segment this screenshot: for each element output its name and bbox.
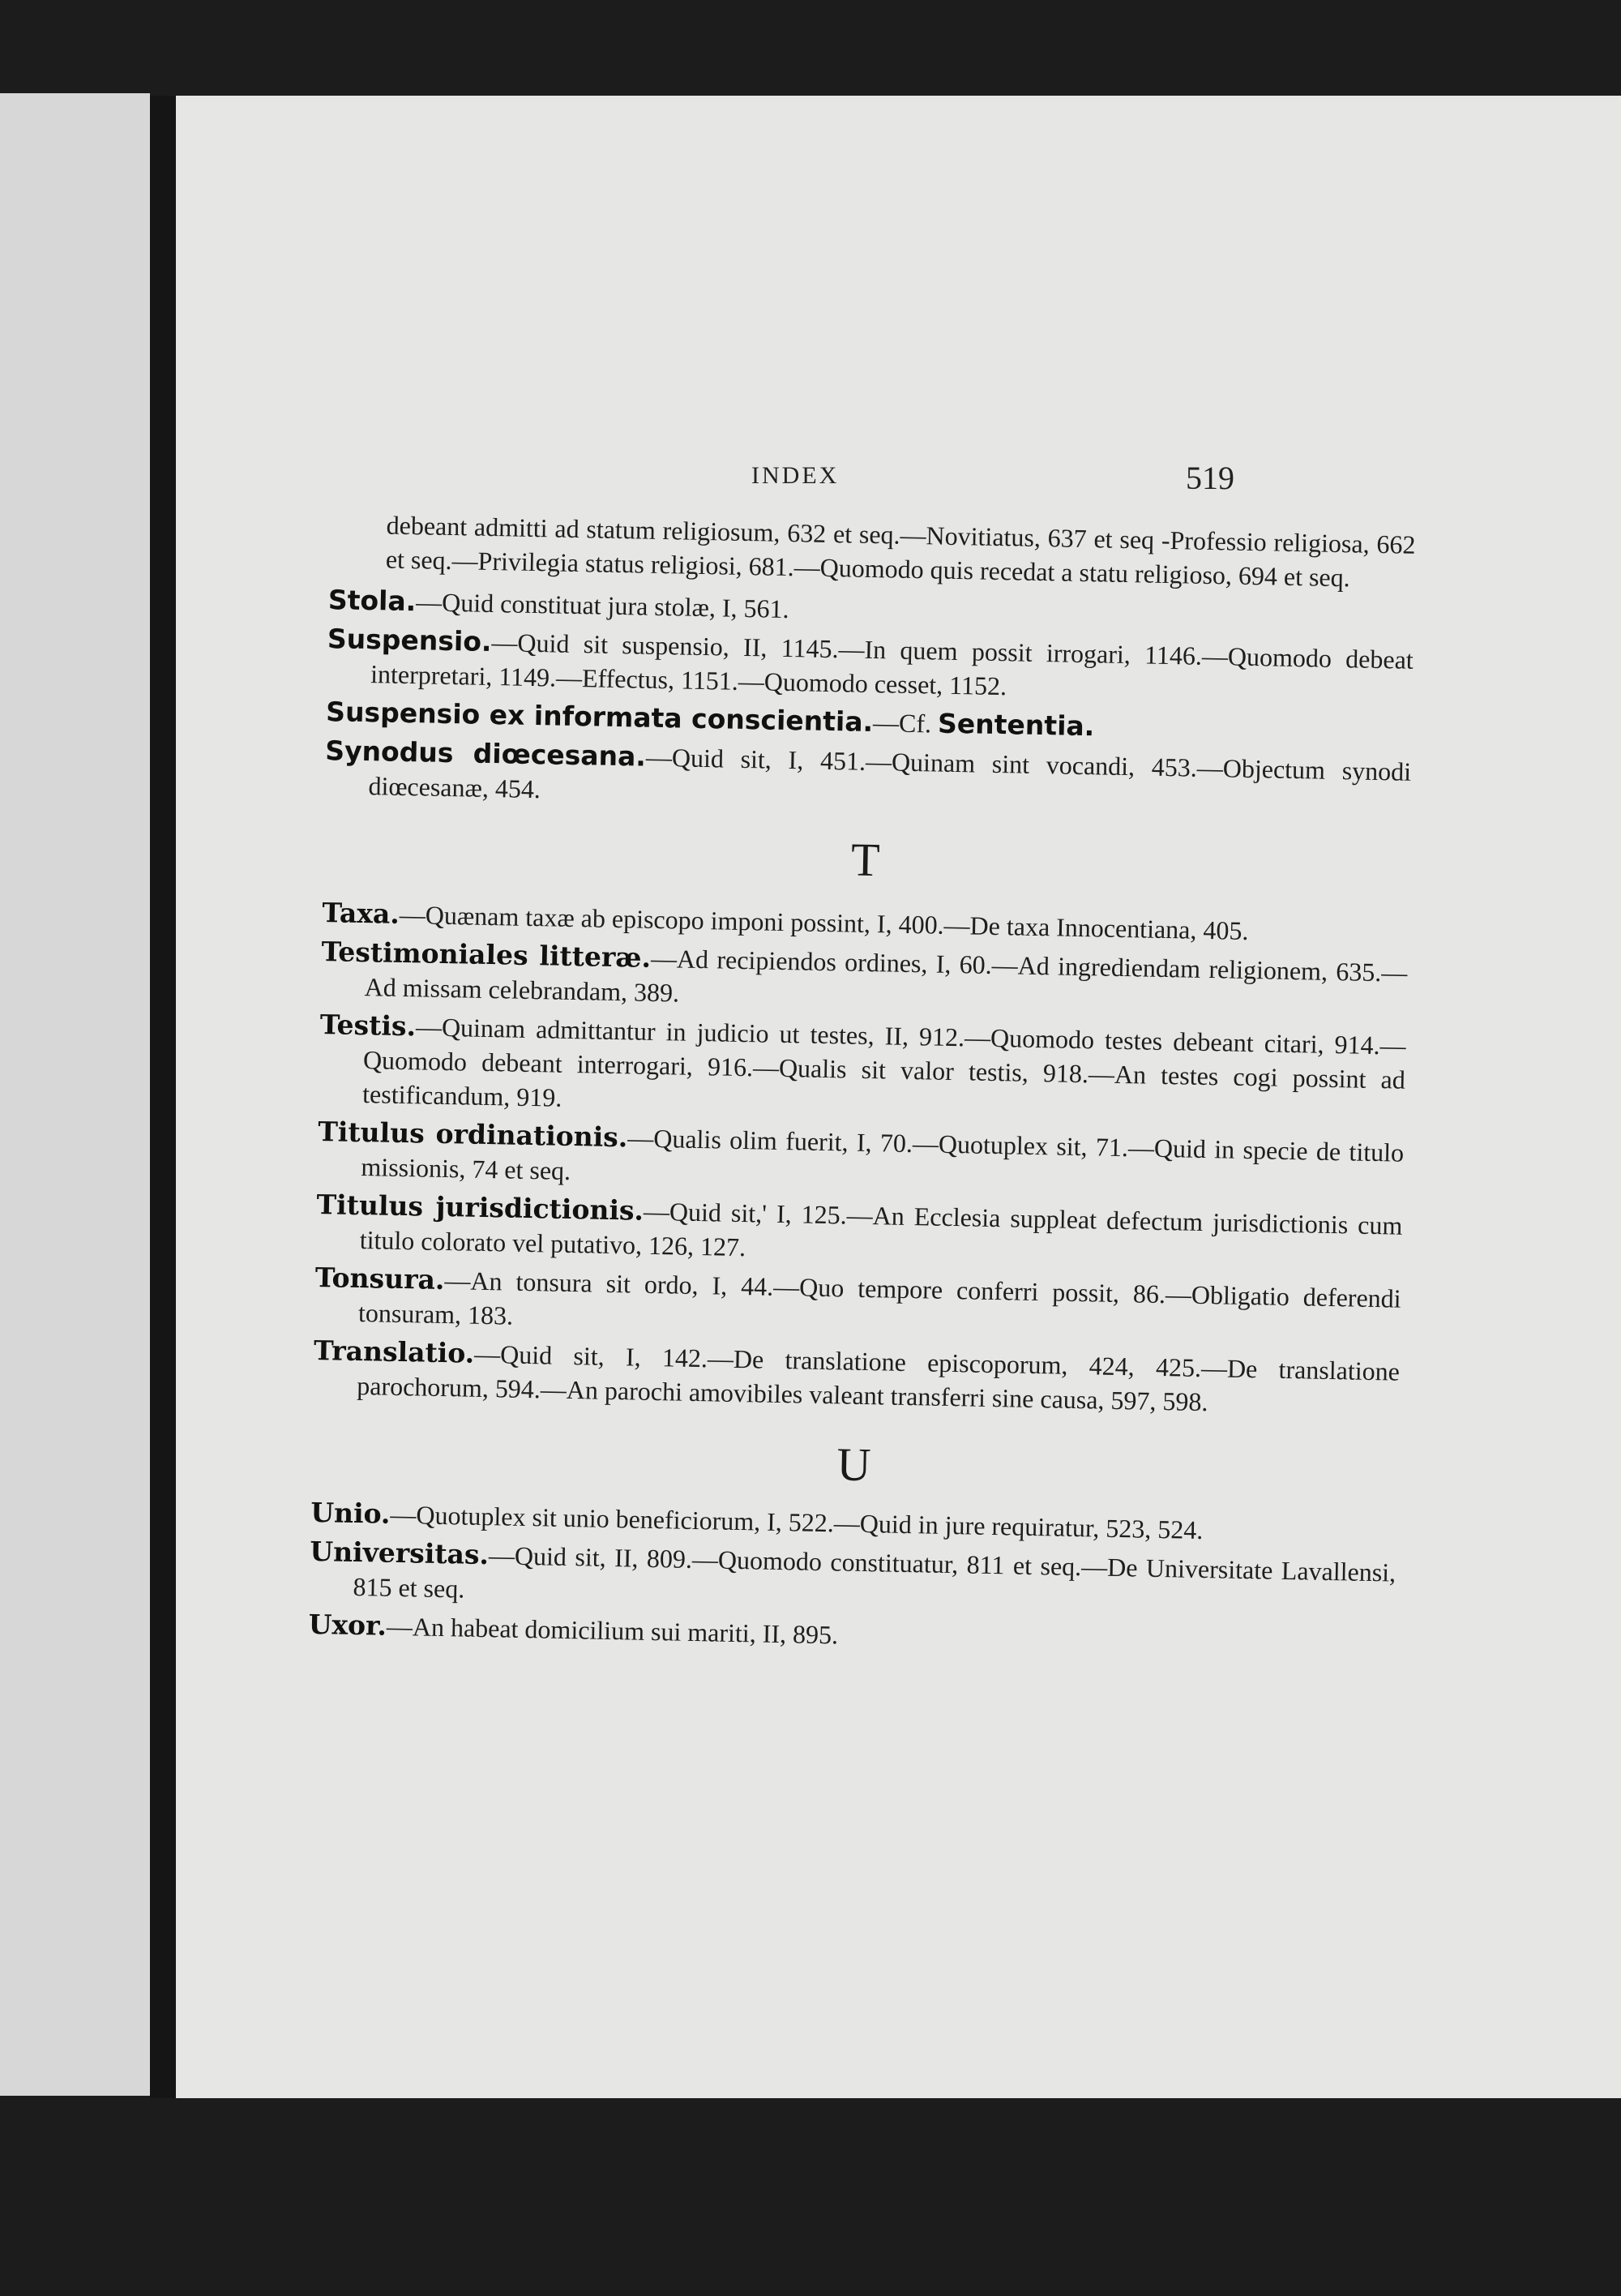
running-head — [176, 462, 1621, 511]
index-text — [308, 507, 1416, 1667]
entry-body: —Quid sit, II, 809.—Quomodo constituatur, 811 et seq.—De Universitate Lavallensi, 815 et seq. — [353, 1540, 1396, 1604]
entry-headword: Suspensio. — [327, 623, 492, 658]
entry-body: —Quid sit, I, 142.—De translatione episcoporum, 424, 425.—De translatione parochorum, 594.—An parochi amovibiles valeant transferri sine causa, 597, 598. — [356, 1339, 1401, 1417]
entry-body: —An habeat domicilium sui mariti, II, 895. — [386, 1611, 839, 1650]
entry-body: —Quid sit,' I, 125.—An Ecclesia suppleat defectum jurisdictionis cum titulo colorato vel putativo, 126, 127. — [359, 1196, 1403, 1262]
entry-headword: Testimoniales litteræ. — [321, 936, 652, 974]
entry-body: —Quid sit, I, 451.—Quinam sint vocandi, 453.—Objectum synodi diœcesanæ, 454. — [368, 742, 1412, 804]
entry-body: —Quid sit suspensio, II, 1145.—In quem possit irrogari, 1146.—Quomodo debeat interpretari, 1149.—Effectus, 1151.—Quomodo cesset, 1152. — [370, 627, 1414, 701]
section-letter-u: U — [836, 1437, 874, 1492]
entry-body: —Quænam taxæ ab episcopo imponi possint, I, 400.—De taxa Innocentiana, 405. — [399, 899, 1249, 945]
entry-headword: Translatio. — [313, 1334, 475, 1369]
entry-body: —An tonsura sit ordo, I, 44.—Quo tempore conferri possit, 86.—Obligatio deferendi tonsuram, 183. — [357, 1266, 1401, 1330]
entry-headword: Universitas. — [310, 1535, 490, 1571]
entry-headword: Tonsura. — [314, 1261, 445, 1296]
entry-headword: Testis. — [319, 1009, 417, 1043]
entry-headword: Titulus jurisdictionis. — [316, 1188, 644, 1227]
entry-body: —Qualis olim fuerit, I, 70.—Quotuplex sit, 71.—Quid in specie de titulo missionis, 74 et seq. — [361, 1123, 1405, 1185]
entry-body: —Quid constituat jura stolæ, I, 561. — [415, 587, 789, 624]
entry-headword: Stola. — [327, 584, 417, 618]
adjacent-page-edge — [0, 93, 150, 2096]
entry-headword: Suspensio ex informata conscientia. — [325, 696, 874, 739]
entry-headword: Taxa. — [322, 897, 400, 930]
entry-body: —Quinam admittantur in judicio ut testes, II, 912.—Quomodo testes debeant citari, 914.—Quomodo debeant interrogari, 916.—Qualis sit valor testis, 918.—An testes cogi possint ad testificandum, 919. — [361, 1012, 1406, 1112]
entry-headword: Unio. — [310, 1496, 391, 1530]
page-gutter-shadow — [150, 96, 176, 2098]
index-entry — [313, 1334, 1400, 1423]
entry-headword: Synodus diœcesana. — [324, 735, 647, 773]
entry-headword: Titulus ordinationis. — [317, 1115, 628, 1154]
entry-body: —Cf. — [872, 708, 932, 739]
entry-headword: Uxor. — [308, 1608, 387, 1642]
page-number: 519 — [1186, 460, 1234, 496]
book-page — [176, 96, 1621, 2098]
section-letter-t: T — [850, 833, 883, 887]
cross-reference: Sententia. — [937, 707, 1095, 743]
entry-body: —Quotuplex sit unio beneficiorum, I, 522.—Quid in jure requiratur, 523, 524. — [390, 1499, 1204, 1545]
index-entry — [324, 734, 1411, 823]
entry-body: —Ad recipiendos ordines, I, 60.—Ad ingrediendam religionem, 635.—Ad missam celebrandam, 389. — [364, 943, 1408, 1008]
running-title: INDEX — [751, 462, 840, 489]
continuation-paragraph: debeant admitti ad statum religiosum, 632 et seq.—Novitiatus, 637 et seq -Professio religiosa, 662 et seq.—Privilegia status religiosi, 681.—Quomodo quis recedat a statu religioso, 694 et seq. — [385, 510, 1416, 593]
index-entry — [319, 1008, 1406, 1131]
